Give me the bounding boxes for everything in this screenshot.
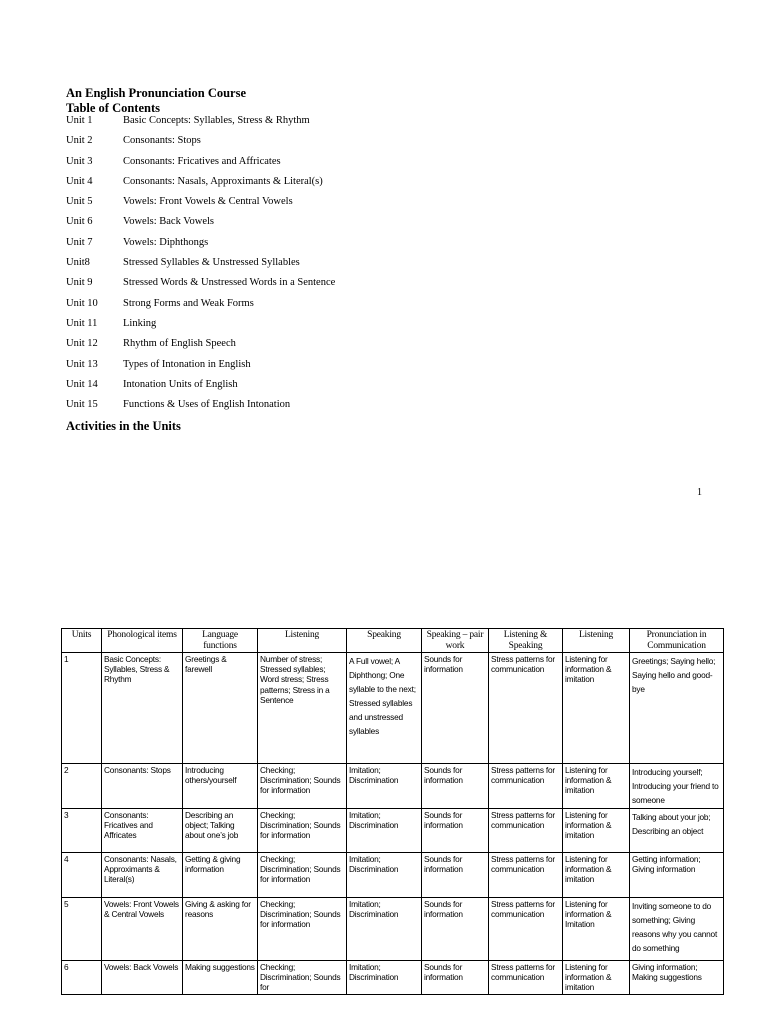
toc-entry [66, 359, 726, 379]
table-cell: Describing an object; Talking about one’s job [183, 809, 258, 853]
toc-unit-label: Unit 1 [66, 115, 93, 126]
table-cell: Checking; Discrimination; Sounds for information [258, 809, 347, 853]
toc-unit-label: Unit 12 [66, 338, 98, 350]
toc-unit-title: Types of Intonation in English [123, 358, 251, 370]
table-cell: Imitation; Discrimination [347, 961, 422, 995]
toc-entry [66, 196, 726, 216]
table-cell: Greetings & farewell [183, 653, 258, 764]
toc-unit-title: Consonants: Fricatives and Affricates [123, 155, 281, 167]
table-header-cell: Pronunciation in Communication [630, 629, 724, 653]
table-cell: Checking; Discrimination; Sounds for [258, 961, 347, 995]
toc-unit-label: Unit 15 [66, 399, 98, 411]
toc-entry [66, 237, 726, 257]
toc-unit-title: Intonation Units of English [123, 378, 238, 390]
table-row [62, 961, 724, 995]
table-row [62, 764, 724, 809]
table-of-contents [66, 115, 726, 419]
toc-unit-label: Unit 2 [66, 135, 93, 147]
table-cell: Vowels: Back Vowels [102, 961, 183, 995]
toc-entry [66, 216, 726, 236]
table-cell: Consonants: Fricatives and Affricates [102, 809, 183, 853]
table-cell: Sounds for information [422, 809, 489, 853]
toc-unit-label: Unit 4 [66, 175, 93, 187]
table-cell: Consonants: Nasals, Approximants & Literal(s) [102, 853, 183, 898]
document-title: An English Pronunciation Course [66, 86, 247, 100]
table-cell: Making suggestions [183, 961, 258, 995]
toc-unit-label: Unit 7 [66, 236, 93, 248]
table-cell: Stress patterns for communication [489, 898, 563, 961]
table-cell: Checking; Discrimination; Sounds for information [258, 853, 347, 898]
toc-unit-title: Basic Concepts: Syllables, Stress & Rhythm [123, 115, 310, 126]
table-cell: A Full vowel; A Diphthong; One syllable to the next; Stressed syllables and unstressed syllables [347, 653, 422, 764]
toc-unit-label: Unit 6 [66, 216, 93, 228]
table-cell: Basic Concepts: Syllables, Stress & Rhythm [102, 653, 183, 764]
toc-entry [66, 115, 726, 135]
table-cell: Consonants: Stops [102, 764, 183, 809]
toc-unit-label: Unit 13 [66, 358, 98, 370]
table-cell: Stress patterns for communication [489, 653, 563, 764]
table-cell: Sounds for information [422, 653, 489, 764]
table-cell: 3 [62, 809, 102, 853]
toc-entry [66, 135, 726, 155]
table-cell: Vowels: Front Vowels & Central Vowels [102, 898, 183, 961]
table-cell: Listening for information & imitation [563, 809, 630, 853]
toc-unit-label: Unit 5 [66, 196, 93, 208]
toc-entry [66, 257, 726, 277]
toc-entry [66, 176, 726, 196]
table-cell: Greetings; Saying hello; Saying hello and good-bye [630, 653, 724, 764]
table-cell: Inviting someone to do something; Giving reasons why you cannot do something [630, 898, 724, 961]
table-cell: Sounds for information [422, 764, 489, 809]
toc-unit-title: Strong Forms and Weak Forms [123, 297, 254, 309]
toc-unit-label: Unit 9 [66, 277, 93, 289]
toc-unit-title: Linking [123, 317, 157, 329]
toc-unit-title: Rhythm of English Speech [123, 338, 236, 350]
table-cell: 1 [62, 653, 102, 764]
table-cell: Listening for information & imitation [563, 961, 630, 995]
toc-entry [66, 277, 726, 297]
toc-heading: Table of Contents [66, 101, 160, 115]
page-number: 1 [697, 487, 702, 498]
table-cell: Imitation; Discrimination [347, 853, 422, 898]
table-cell: Listening for information & imitation [563, 764, 630, 809]
table-cell: Stress patterns for communication [489, 764, 563, 809]
table-row [62, 853, 724, 898]
toc-unit-title: Vowels: Diphthongs [123, 236, 209, 248]
table-cell: 4 [62, 853, 102, 898]
toc-entry [66, 298, 726, 318]
toc-unit-label: Unit 3 [66, 155, 93, 167]
toc-unit-title: Consonants: Nasals, Approximants & Literal(s) [123, 175, 323, 187]
table-cell: Listening for information & imitation [563, 853, 630, 898]
toc-entry [66, 156, 726, 176]
toc-unit-title: Stressed Syllables & Unstressed Syllables [123, 257, 300, 269]
table-header-cell: Listening [563, 629, 630, 653]
table-cell: Imitation; Discrimination [347, 898, 422, 961]
toc-unit-title: Functions & Uses of English Intonation [123, 399, 291, 411]
table-header-cell: Listening [258, 629, 347, 653]
table-cell: Listening for information & imitation [563, 653, 630, 764]
table-row [62, 809, 724, 853]
table-cell: Talking about your job; Describing an object [630, 809, 724, 853]
table-cell: Introducing others/yourself [183, 764, 258, 809]
table-cell: 6 [62, 961, 102, 995]
table-cell: Checking; Discrimination; Sounds for information [258, 898, 347, 961]
table-cell: Checking; Discrimination; Sounds for information [258, 764, 347, 809]
table-cell: Sounds for information [422, 961, 489, 995]
activities-table [61, 628, 724, 995]
toc-unit-title: Vowels: Front Vowels & Central Vowels [123, 196, 293, 208]
toc-unit-label: Unit 11 [66, 317, 98, 329]
table-header-cell: Listening & Speaking [489, 629, 563, 653]
table-cell: Imitation; Discrimination [347, 809, 422, 853]
table-cell: Stress patterns for communication [489, 809, 563, 853]
table-cell: Number of stress; Stressed syllables; Word stress; Stress patterns; Stress in a Sentence [258, 653, 347, 764]
table-cell: Sounds for information [422, 898, 489, 961]
table-header-cell: Phonological items [102, 629, 183, 653]
table-cell: 2 [62, 764, 102, 809]
table-cell: Introducing yourself; Introducing your friend to someone [630, 764, 724, 809]
table-cell: Sounds for information [422, 853, 489, 898]
toc-entry [66, 379, 726, 399]
table-header-row [62, 629, 724, 653]
table-cell: 5 [62, 898, 102, 961]
table-cell: Giving information; Making suggestions [630, 961, 724, 995]
table-cell: Giving & asking for reasons [183, 898, 258, 961]
table-row [62, 898, 724, 961]
toc-unit-label: Unit 14 [66, 378, 98, 390]
toc-unit-label: Unit8 [66, 257, 90, 269]
table-header-cell: Language functions [183, 629, 258, 653]
table-header-cell: Speaking – pair work [422, 629, 489, 653]
toc-unit-title: Stressed Words & Unstressed Words in a Sentence [123, 277, 336, 289]
toc-unit-label: Unit 10 [66, 297, 98, 309]
activities-heading: Activities in the Units [66, 419, 181, 433]
table-header-cell: Speaking [347, 629, 422, 653]
table-cell: Imitation; Discrimination [347, 764, 422, 809]
toc-entry [66, 318, 726, 338]
toc-entry [66, 399, 726, 419]
toc-unit-title: Consonants: Stops [123, 135, 201, 147]
table-row [62, 653, 724, 764]
table-cell: Stress patterns for communication [489, 853, 563, 898]
table-header-cell: Units [62, 629, 102, 653]
table-cell: Listening for information & Imitation [563, 898, 630, 961]
table-cell: Getting & giving information [183, 853, 258, 898]
toc-unit-title: Vowels: Back Vowels [123, 216, 215, 228]
table-cell: Getting information; Giving information [630, 853, 724, 898]
table-cell: Stress patterns for communication [489, 961, 563, 995]
toc-entry [66, 338, 726, 358]
